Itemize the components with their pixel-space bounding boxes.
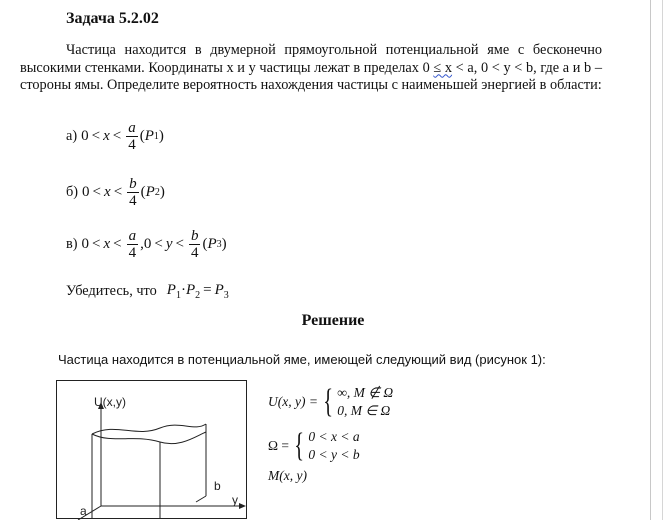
case-c-numerator-y: b [190,228,199,244]
case-b-fraction [127,176,139,209]
check-expression: $P_1\cdot P_2 = P_3$ [166,282,229,301]
case-a-p: P [144,128,154,144]
u-case-2: 0, M ∈ Ω [337,403,391,418]
case-b-sub: 2 [154,187,160,198]
case-c-label: в) [66,236,78,252]
case-b-label: б) [66,184,79,200]
page-edge-outer [662,0,663,520]
check-p1: P [166,282,176,298]
case-b: б) 0 < x < $\frac{b}{4}$ ( P 2 ) [66,176,165,209]
case-b-denominator: 4 [129,193,137,209]
check-p3: P [214,282,224,298]
solution-intro: Частица находится в потенциальной яме, имеющей следующий вид (рисунок 1): [58,352,546,367]
case-a: а) 0 < x < $\frac{a}{4}$ ( P 1 ) [66,120,164,153]
spellcheck-underline: ≤ x [433,59,453,76]
problem-statement [20,42,602,95]
case-b-numerator: b [129,176,137,192]
wall-top-front [92,432,206,444]
potential-well-figure [56,378,252,525]
a-label: a [80,504,87,518]
u-brace: { [323,383,334,420]
page-edge [650,0,651,520]
figure-frame [57,381,247,519]
b-label: b [214,479,221,493]
omega-lhs: Ω = [268,438,290,453]
check-statement [66,282,229,301]
y-axis-arrow [239,503,246,509]
case-c: в) 0 < x < $\frac{a}{4}$ ,0 < y < $\frac{b}{4}$ ( P 3 ) [66,228,227,261]
case-c-numerator-x: a [128,228,137,244]
omega-case-1: 0 < x < a [308,429,360,444]
case-c-fraction-y [189,228,201,261]
u-axis-label: U(x,y) [94,395,126,409]
potential-well-diagram [56,378,252,520]
omega-formula [268,428,360,464]
case-a-numerator: a [128,120,136,136]
solution-heading: Решение [301,312,365,329]
case-b-p: P [145,184,155,200]
case-c-denominator-y: 4 [190,245,199,261]
statement-part-1: Частица находится в двумерной прямоугольной потенциальной яме с бесконечно высокими стенками. Координаты x и y частицы лежат в пределах 0 [20,42,602,76]
check-s3: 3 [223,290,229,301]
case-a-sub: 1 [153,131,159,142]
omega-brace: { [294,427,305,464]
check-s1: 1 [175,290,181,301]
u-lhs: U(x, y) = [268,394,318,409]
u-case-1: ∞, M ∉ Ω [337,385,394,400]
case-a-fraction [126,120,138,153]
case-c-sub: 3 [216,239,222,250]
potential-formula [268,384,393,420]
case-a-label: а) [66,128,78,144]
point-m: M(x, y) [268,468,307,483]
omega-case-2: 0 < y < b [308,447,360,462]
case-c-denominator-x: 4 [128,245,137,261]
case-a-denominator: 4 [128,137,136,153]
check-p2: P [185,282,196,298]
problem-title: Задача 5.2.02 [66,10,159,27]
wall-top-back [92,424,206,434]
check-label: Убедитесь, что [66,283,157,299]
case-c-p: P [207,236,217,252]
case-c-fraction-x [127,228,139,261]
y-axis-label: y [232,493,238,507]
statement-part-2: < a, 0 < y < b, где a и b – стороны ямы. Определите вероятность нахождения частицы с наименьшей энергией в области: [20,59,602,93]
wall-base [196,496,206,502]
check-s2: 2 [195,290,201,301]
